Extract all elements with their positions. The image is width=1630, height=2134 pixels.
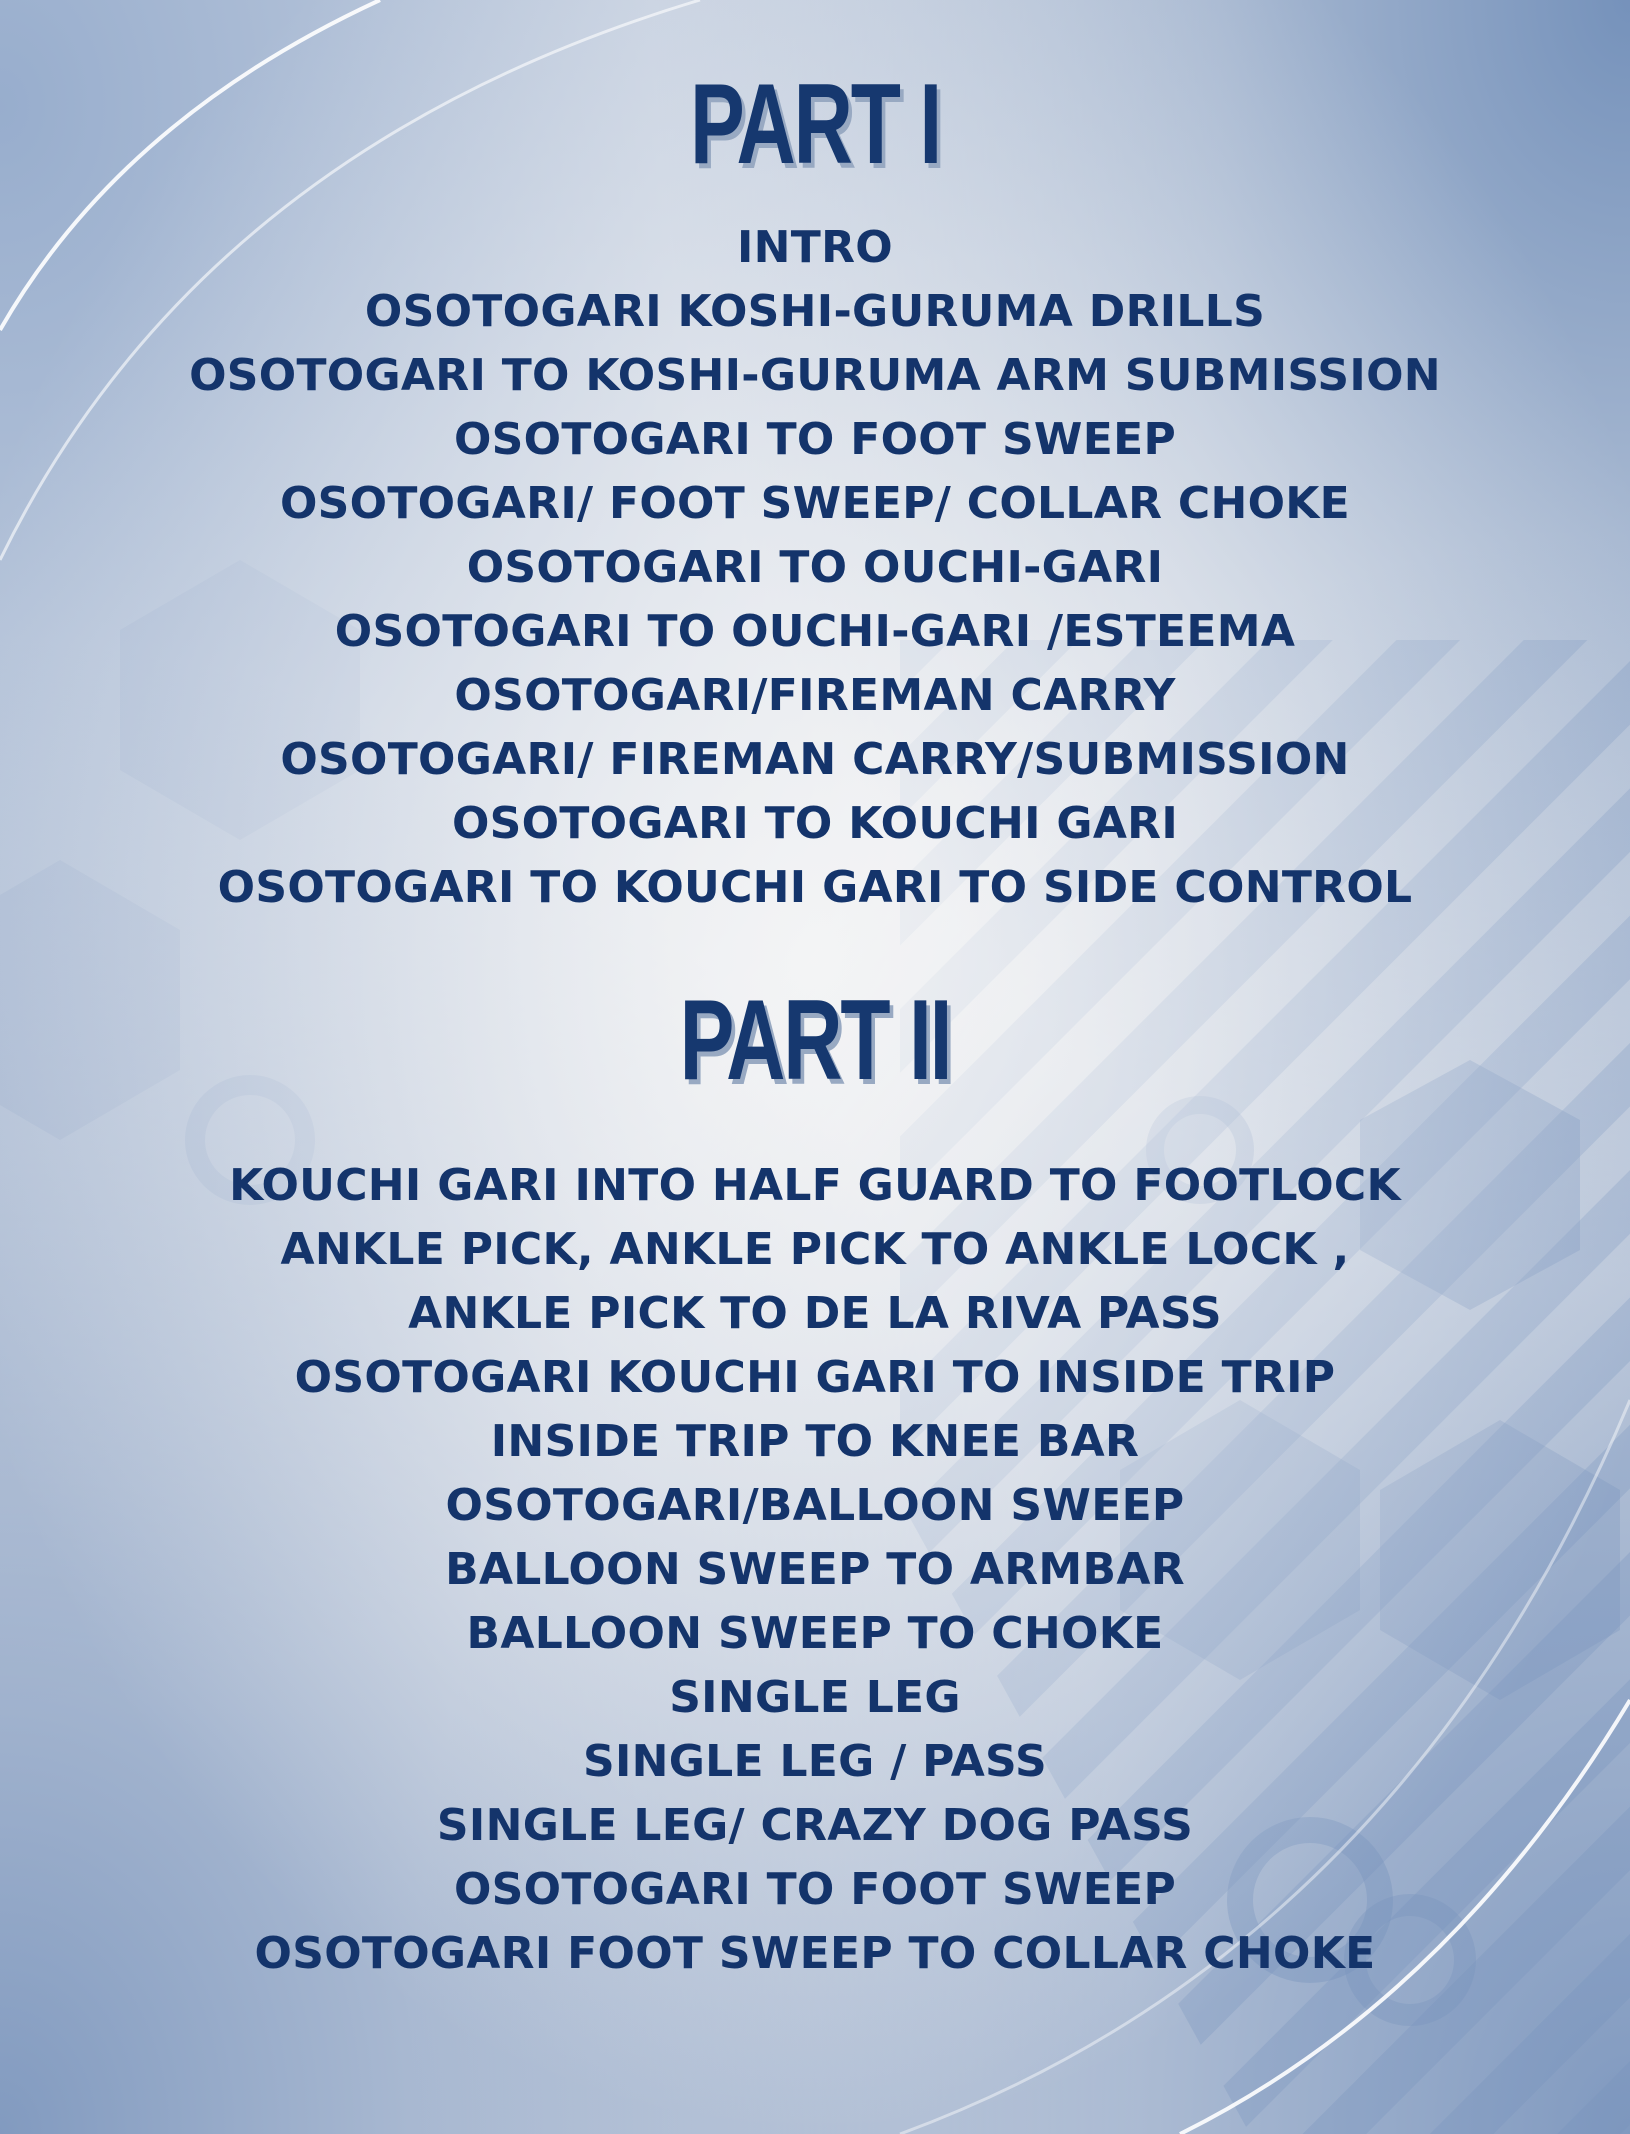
list-item: OSOTOGARI KOSHI-GURUMA DRILLS (364, 286, 1266, 337)
part-2-list (0, 1154, 1630, 1986)
list-item: ANKLE PICK TO DE LA RIVA PASS (408, 1288, 1222, 1339)
list-item: SINGLE LEG (669, 1672, 961, 1723)
list-item: KOUCHI GARI INTO HALF GUARD TO FOOTLOCK (229, 1160, 1401, 1211)
list-item: OSOTOGARI/ FOOT SWEEP/ COLLAR CHOKE (279, 478, 1351, 529)
list-item: OSOTOGARI KOUCHI GARI TO INSIDE TRIP (294, 1352, 1336, 1403)
list-item: ANKLE PICK, ANKLE PICK TO ANKLE LOCK , (280, 1224, 1350, 1275)
list-item: INTRO (737, 222, 893, 273)
list-item: OSOTOGARI/FIREMAN CARRY (454, 670, 1176, 721)
list-item: BALLOON SWEEP TO CHOKE (466, 1608, 1164, 1659)
list-item: INSIDE TRIP TO KNEE BAR (490, 1416, 1140, 1467)
part-2-heading: PART II (679, 977, 951, 1104)
list-item: OSOTOGARI/ FIREMAN CARRY/SUBMISSION (280, 734, 1350, 785)
list-item: OSOTOGARI FOOT SWEEP TO COLLAR CHOKE (254, 1928, 1376, 1979)
list-item: OSOTOGARI TO KOUCHI GARI TO SIDE CONTROL (217, 862, 1413, 913)
list-item: OSOTOGARI TO OUCHI-GARI /ESTEEMA (334, 606, 1296, 657)
part-1-heading: PART I (690, 61, 940, 188)
list-item: SINGLE LEG / PASS (582, 1736, 1048, 1787)
list-item: OSOTOGARI TO FOOT SWEEP (453, 1864, 1177, 1915)
part-1-list (0, 216, 1630, 920)
list-item: OSOTOGARI/BALLOON SWEEP (445, 1480, 1185, 1531)
list-item: SINGLE LEG/ CRAZY DOG PASS (436, 1800, 1194, 1851)
list-item: OSOTOGARI TO KOUCHI GARI (451, 798, 1179, 849)
list-item: OSOTOGARI TO OUCHI-GARI (466, 542, 1164, 593)
list-item: OSOTOGARI TO KOSHI-GURUMA ARM SUBMISSION (189, 350, 1441, 401)
list-item: BALLOON SWEEP TO ARMBAR (445, 1544, 1185, 1595)
list-item: OSOTOGARI TO FOOT SWEEP (453, 414, 1177, 465)
